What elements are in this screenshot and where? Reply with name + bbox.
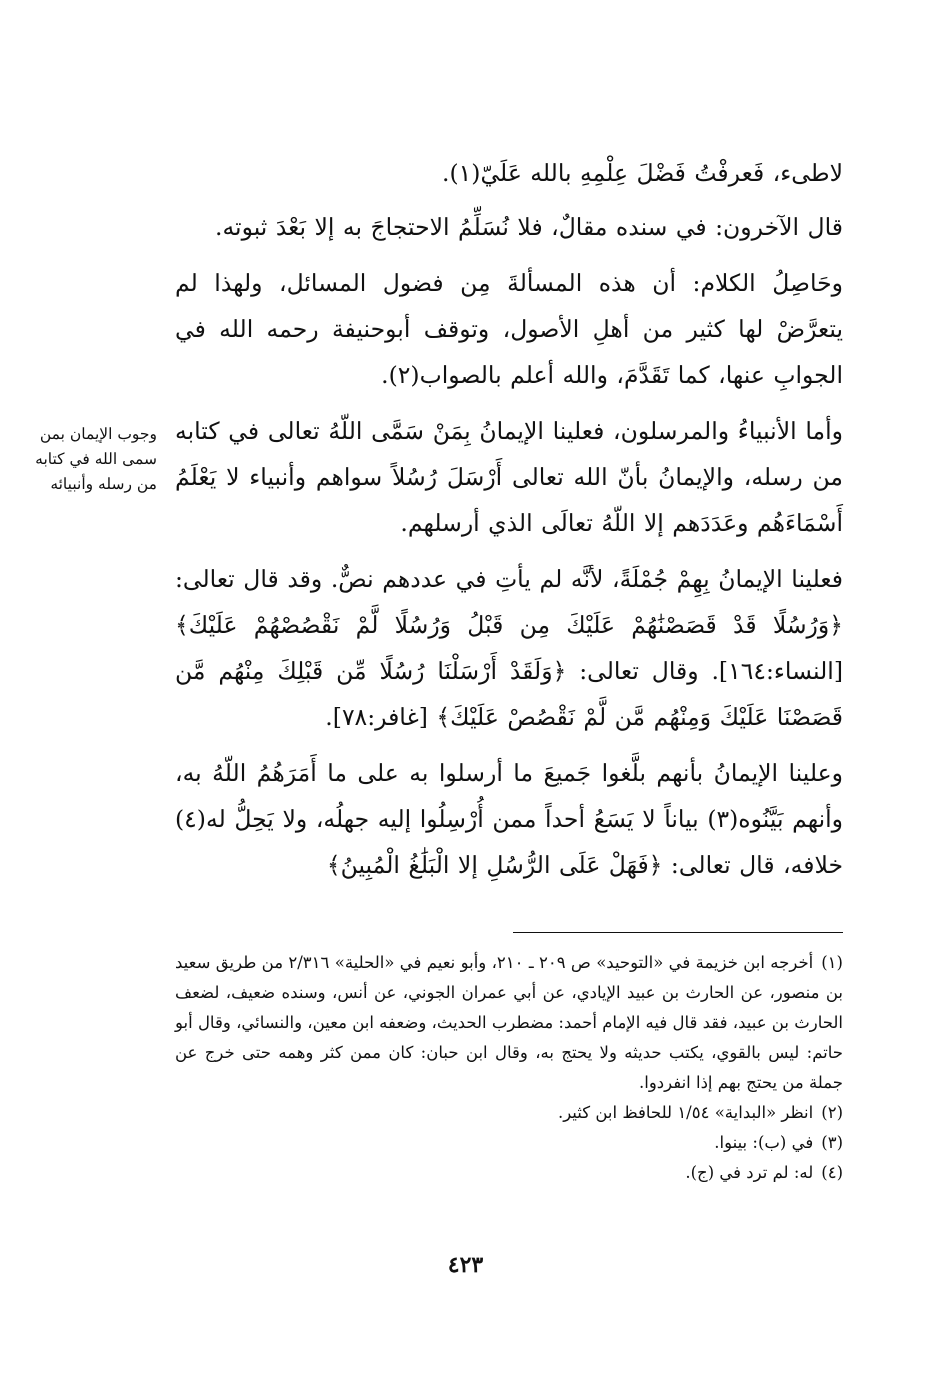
paragraph-6: وعلينا الإيمانُ بأنهم بلَّغوا جَميعَ ما أرسلوا به على ما أَمَرَهُمُ اللّهُ به، وأنهم بَيَّنُوه(٣) بياناً لا يَسَعُ أحداً ممن أُرْسِلُوا إليه جهلُه، ولا يَحِلُّ له(٤) خلافه، قال تعالى: ﴿فَهَلْ عَلَى الرُّسُلِ إلا الْبَلَٰغُ الْمُبِينُ﴾ bbox=[175, 759, 843, 879]
margin-note: وجوب الإيمان بمن سمى الله في كتابه من رسله وأنبيائه bbox=[35, 425, 157, 493]
footnote bbox=[175, 1128, 843, 1158]
paragraph-3: وحَاصِلُ الكلام: أن هذه المسألةَ مِن فضول المسائل، ولهذا لم يتعرَّضْ لها كثير من أهلِ الأصول، وتوقف أبوحنيفة رحمه الله في الجوابِ عنها، كما تَقَدَّمَ، والله أعلم بالصواب(٢). bbox=[175, 269, 843, 389]
footnote-number: (١) bbox=[821, 953, 843, 972]
paragraph-2: قال الآخرون: في سنده مقالٌ، فلا نُسَلِّمُ الاحتجاجَ به إلا بَعْدَ ثبوته. bbox=[214, 213, 843, 241]
page-number: ٤٢٣ bbox=[447, 1252, 484, 1278]
footnote-number: (٣) bbox=[821, 1133, 843, 1152]
footnote bbox=[175, 948, 843, 1098]
footnotes bbox=[175, 948, 843, 1188]
paragraph-1: لاطىء، فَعرفْتُ فَضْلَ عِلْمِهِ بالله عَلَيّ(١). bbox=[442, 159, 843, 187]
footnote-text: أخرجه ابن خزيمة في «التوحيد» ص ٢٠٩ ـ ٢١٠، وأبو نعيم في «الحلية» ٢/٣١٦ من طريق سعيد بن منصور، عن الحارث بن عبيد الإيادي، عن أبي عمران الجوني، عن أنس، وسنده ضعيف، لضعف الحارث بن عبيد، فقد قال فيه الإمام أحمد: مضطرب الحديث، وضعفه ابن معين، والنسائي، وقال أبو حاتم: ليس بالقوي، يكتب حديثه ولا يحتج به، وقال ابن حبان: كان ممن كثر وهمه حتى خرج عن جملة من يحتج بهم إذا انفردوا. bbox=[175, 953, 843, 1092]
footnote-text: في (ب): بينوا. bbox=[714, 1133, 814, 1152]
footnote-text: له: لم ترد في (ج). bbox=[685, 1163, 814, 1182]
footnote-number: (٢) bbox=[821, 1103, 843, 1122]
footnote bbox=[175, 1158, 843, 1188]
paragraph-4: وأما الأنبياءُ والمرسلون، فعلينا الإيمانُ بِمَنْ سَمَّى اللّهُ تعالى في كتابه من رسله، والإيمانُ بأنّ الله تعالى أَرْسَلَ رُسُلاً سواهم وأنبياء لا يَعْلَمُ أَسْمَاءَهُم وعَدَدَهم إلا اللّهُ تعالَى الذي أرسلهم. bbox=[175, 417, 843, 537]
footnote bbox=[175, 1098, 843, 1128]
main-text bbox=[175, 150, 843, 888]
paragraph-5: فعلينا الإيمانُ بِهِمْ جُمْلَةً، لأنَّه لم يأتِ في عددهم نصٌّ. وقد قال تعالى: ﴿وَرُسُلًا قَدْ قَصَصْنَٰهُمْ عَلَيْكَ مِن قَبْلُ وَرُسُلًا لَّمْ نَقْصُصْهُمْ عَلَيْكَ﴾ [النساء:١٦٤]. وقال تعالى: ﴿وَلَقَدْ أَرْسَلْنَا رُسُلًا مِّن قَبْلِكَ مِنْهُم مَّن قَصَصْنَا عَلَيْكَ وَمِنْهُم مَّن لَّمْ نَقْصُصْ عَلَيْكَ﴾ [غافر:٧٨]. bbox=[175, 565, 843, 731]
footnote-divider bbox=[513, 932, 843, 933]
footnote-number: (٤) bbox=[821, 1163, 843, 1182]
footnote-text: انظر «البداية» ١/٥٤ للحافظ ابن كثير. bbox=[557, 1103, 814, 1122]
